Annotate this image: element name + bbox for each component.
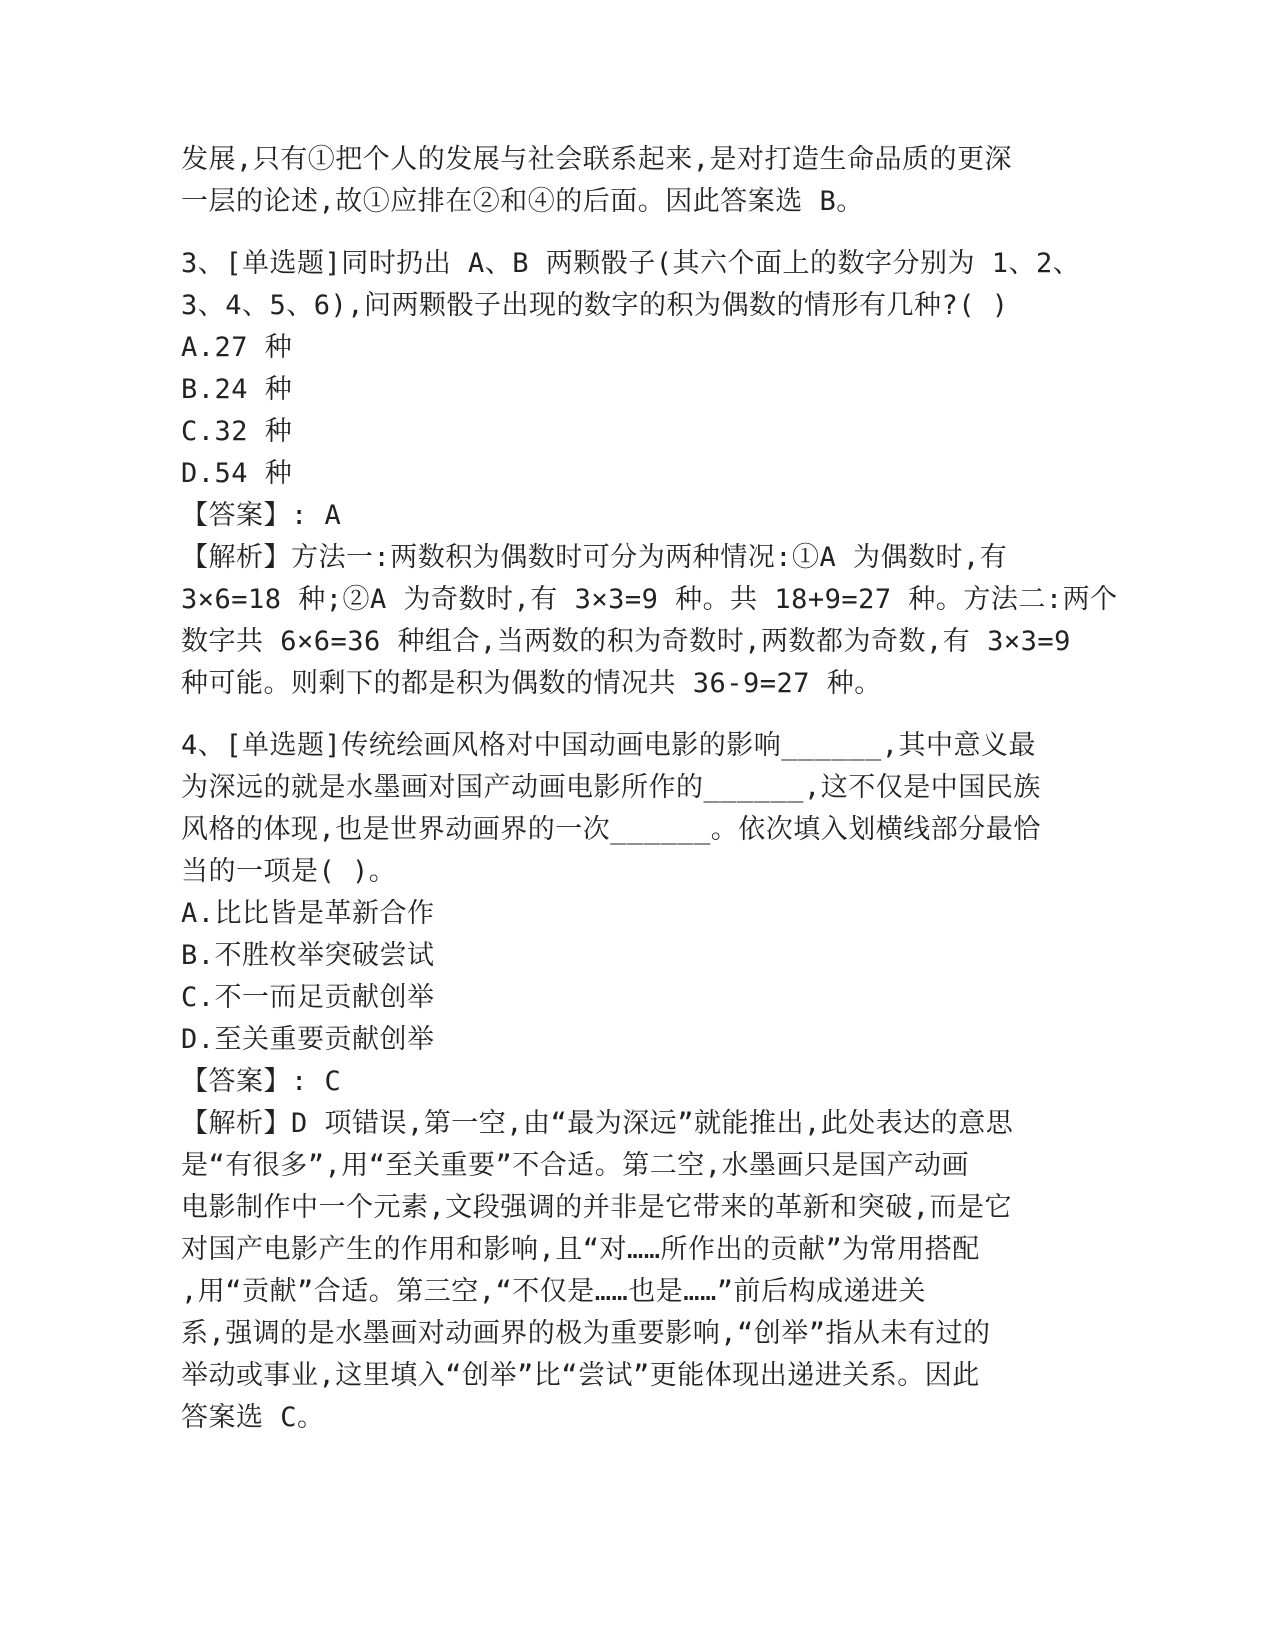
option-a: A.比比皆是革新合作 — [181, 898, 435, 929]
answer-line: 【答案】: A — [181, 500, 342, 531]
option-c: C.不一而足贡献创举 — [181, 982, 435, 1013]
analysis-line: 3×6=18 种;②A 为奇数时,有 3×3=9 种。共 18+9=27 种。方法二:两个 — [181, 584, 1118, 615]
document-page — [181, 139, 1118, 1439]
analysis-line: 【解析】D 项错误,第一空,由“最为深远”就能推出,此处表达的意思 — [181, 1108, 1014, 1139]
text-line: 发展,只有①把个人的发展与社会联系起来,是对打造生命品质的更深 — [181, 144, 1013, 175]
analysis-line: 是“有很多”,用“至关重要”不合适。第二空,水墨画只是国产动画 — [181, 1150, 970, 1181]
question-stem-line: 为深远的就是水墨画对国产动画电影所作的______,这不仅是中国民族 — [181, 772, 1041, 803]
answer-line: 【答案】: C — [181, 1066, 342, 1097]
question-4 — [181, 725, 1091, 1439]
intro-paragraph — [181, 139, 1091, 223]
question-stem-line: 当的一项是( )。 — [181, 856, 397, 887]
option-d: D.54 种 — [181, 458, 293, 489]
analysis-line: 电影制作中一个元素,文段强调的并非是它带来的革新和突破,而是它 — [181, 1192, 1013, 1223]
analysis-line: 举动或事业,这里填入“创举”比“尝试”更能体现出递进关系。因此 — [181, 1360, 980, 1391]
question-3 — [181, 243, 1118, 705]
paragraph-gap — [181, 223, 1091, 243]
text-line: 一层的论述,故①应排在②和④的后面。因此答案选 B。 — [181, 186, 864, 217]
question-stem-line: 3、4、5、6),问两颗骰子出现的数字的积为偶数的情形有几种?( ) — [181, 290, 1009, 321]
analysis-line: 【解析】方法一:两数积为偶数时可分为两种情况:①A 为偶数时,有 — [181, 542, 1008, 573]
option-b: B.不胜枚举突破尝试 — [181, 940, 435, 971]
option-c: C.32 种 — [181, 416, 293, 447]
analysis-line: 种可能。则剩下的都是积为偶数的情况共 36-9=27 种。 — [181, 668, 882, 699]
analysis-line: 答案选 C。 — [181, 1402, 325, 1433]
analysis-line: 数字共 6×6=36 种组合,当两数的积为奇数时,两数都为奇数,有 3×3=9 — [181, 626, 1071, 657]
question-stem-line: 3、[单选题]同时扔出 A、B 两颗骰子(其六个面上的数字分别为 1、2、 — [181, 248, 1081, 279]
option-b: B.24 种 — [181, 374, 293, 405]
analysis-line: 对国产电影产生的作用和影响,且“对……所作出的贡献”为常用搭配 — [181, 1234, 980, 1265]
option-a: A.27 种 — [181, 332, 293, 363]
question-stem-line: 风格的体现,也是世界动画界的一次______。依次填入划横线部分最恰 — [181, 814, 1041, 845]
question-stem-line: 4、[单选题]传统绘画风格对中国动画电影的影响______,其中意义最 — [181, 730, 1037, 761]
paragraph-gap — [181, 705, 1091, 725]
analysis-line: 系,强调的是水墨画对动画界的极为重要影响,“创举”指从未有过的 — [181, 1318, 991, 1349]
option-d: D.至关重要贡献创举 — [181, 1024, 435, 1055]
analysis-line: ,用“贡献”合适。第三空,“不仅是……也是……”前后构成递进关 — [181, 1276, 927, 1307]
